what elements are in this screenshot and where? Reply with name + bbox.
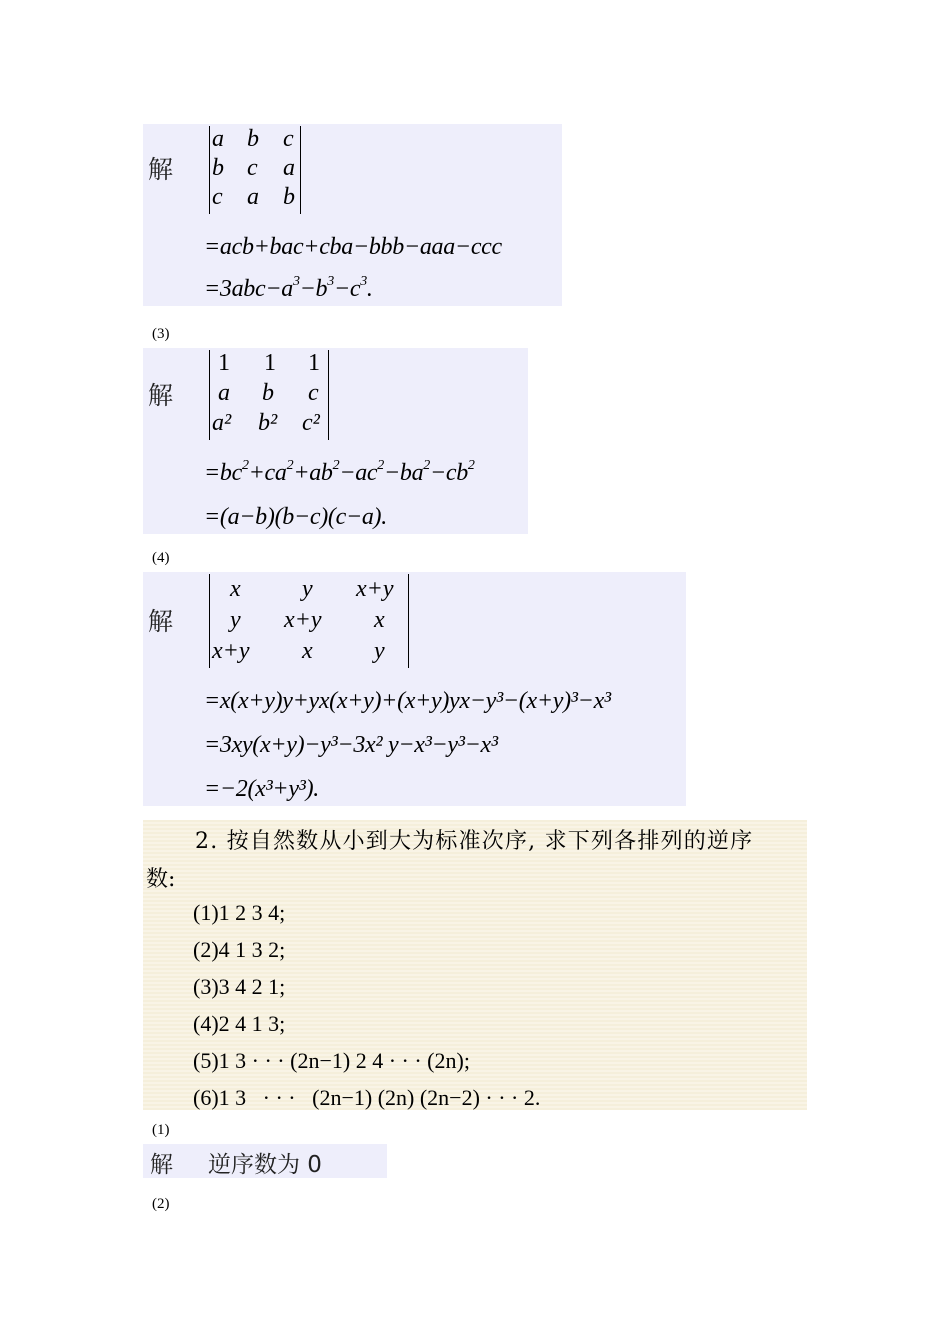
solution-label: 解 [148, 607, 174, 636]
det-cell: x+y [356, 576, 394, 602]
solution-2-step-1: =acb+bac+cba−bbb−aaa−ccc [204, 234, 502, 260]
problem-2-item: (2)4 1 3 2; [193, 937, 286, 962]
det-cell: x+y [212, 638, 250, 664]
det-cell: 1 [218, 350, 230, 376]
det-cell: a [218, 380, 230, 406]
det-cell: a² [212, 410, 232, 436]
det-cell: c [212, 184, 223, 210]
sub-label-2: (2) [152, 1196, 170, 1212]
sub-label-1: (1) [152, 1122, 170, 1138]
problem-2-item: (4)2 4 1 3; [193, 1011, 286, 1036]
det-cell: a [247, 184, 259, 210]
solution-label: 解 [148, 155, 174, 184]
solution-label: 解 [148, 381, 174, 410]
determinant-3 [209, 350, 329, 440]
determinant-2 [209, 126, 301, 214]
det-cell: b [283, 184, 295, 210]
det-cell: x+y [284, 607, 322, 633]
solution-2-step-2: $=3abc-a^3-b^3-c^3$. [204, 274, 373, 302]
problem-2-item: (1)1 2 3 4; [193, 900, 286, 925]
solution-4-step-1: =x(x+y)y+yx(x+y)+(x+y)yx−y³−(x+y)³−x³ [204, 688, 611, 714]
sub-label-4: (4) [152, 550, 170, 566]
solution-label: 解 [150, 1152, 173, 1178]
det-cell: y [374, 638, 385, 664]
det-cell: y [302, 576, 313, 602]
problem-2-item: (5)1 3 · · · (2n−1) 2 4 · · · (2n); [193, 1048, 470, 1073]
det-cell: b [262, 380, 274, 406]
det-cell: 1 [264, 350, 276, 376]
determinant-4 [209, 574, 409, 668]
det-cell: x [374, 607, 385, 633]
problem-2-intro: 2. 按自然数从小到大为标准次序, 求下列各排列的逆序 [195, 829, 754, 854]
answer-1-text: 逆序数为 0 [208, 1152, 322, 1178]
det-cell: b² [258, 410, 278, 436]
det-cell: b [212, 155, 224, 181]
solution-3-step-2: =(a−b)(b−c)(c−a). [204, 504, 387, 530]
det-cell: y [230, 607, 241, 633]
det-cell: c² [302, 410, 320, 436]
problem-2-item: (3)3 4 2 1; [193, 974, 286, 999]
problem-2-intro-cont: 数: [146, 867, 176, 892]
det-cell: c [308, 380, 319, 406]
det-cell: 1 [308, 350, 320, 376]
det-cell: c [283, 126, 294, 152]
sub-label-3: (3) [152, 326, 170, 342]
solution-3-step-1: $=bc^2+ca^2+ab^2-ac^2-ba^2-cb^2$ [204, 458, 475, 486]
det-cell: a [212, 126, 224, 152]
det-cell: c [247, 155, 258, 181]
det-cell: a [283, 155, 295, 181]
det-cell: x [302, 638, 313, 664]
det-cell: b [247, 126, 259, 152]
solution-4-step-2: =3xy(x+y)−y³−3x² y−x³−y³−x³ [204, 732, 498, 758]
det-cell: x [230, 576, 241, 602]
problem-2-item: (6)1 3 · · · (2n−1) (2n) (2n−2) · · · 2. [193, 1085, 541, 1110]
solution-4-step-3: =−2(x³+y³). [204, 776, 319, 802]
